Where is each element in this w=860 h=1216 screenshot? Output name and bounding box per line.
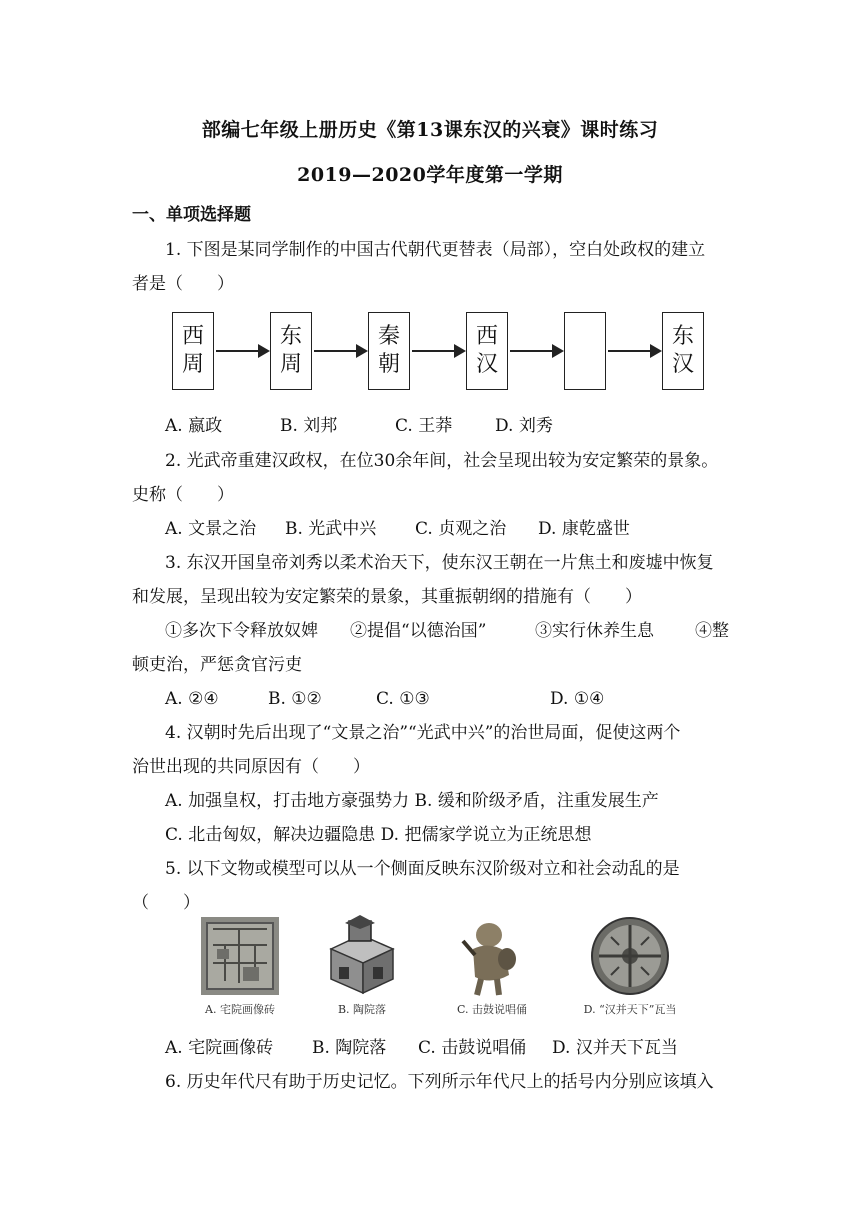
page-subtitle: 2019—2020学年度第一学期	[297, 164, 563, 186]
q2-option-c[interactable]: C. 贞观之治	[415, 519, 507, 539]
q5-stem-line2: （ ）	[132, 893, 200, 913]
q1-option-c[interactable]: C. 王莽	[395, 416, 453, 436]
figure-b-caption: B. 陶院落	[337, 1003, 387, 1016]
dynasty-box: 东 汉	[662, 312, 704, 390]
figure-a-caption: A. 宅院画像砖	[205, 1003, 275, 1016]
q2-option-a[interactable]: A. 文景之治	[165, 519, 257, 539]
dynasty-box: 西 周	[172, 312, 214, 390]
arrow-icon	[314, 350, 366, 352]
arrow-icon	[608, 350, 660, 352]
q3-item-3: ③实行休养生息	[535, 621, 654, 641]
q4-options-cd[interactable]: C. 北击匈奴，解决边疆隐患 D. 把儒家学说立为正统思想	[165, 825, 592, 845]
q5-option-a[interactable]: A. 宅院画像砖	[165, 1038, 274, 1058]
q2-option-d[interactable]: D. 康乾盛世	[538, 519, 630, 539]
figure-b	[287, 915, 437, 1025]
q1-option-d[interactable]: D. 刘秀	[495, 416, 553, 436]
q1-option-a[interactable]: A. 嬴政	[165, 416, 223, 436]
q3-option-d[interactable]: D. ①④	[550, 689, 605, 709]
q3-option-b[interactable]: B. ①②	[268, 689, 322, 709]
figure-d	[555, 915, 705, 1025]
q2-option-b[interactable]: B. 光武中兴	[285, 519, 377, 539]
q3-option-c[interactable]: C. ①③	[376, 689, 430, 709]
q1-stem-line2: 者是（ ）	[132, 274, 234, 294]
dynasty-diagram	[172, 312, 712, 392]
q3-item-2: ②提倡“以德治国”	[350, 621, 487, 641]
pottery-courtyard-image	[321, 915, 403, 997]
page-title: 部编七年级上册历史《第13课东汉的兴衰》课时练习	[201, 119, 659, 141]
relief-brick-image	[199, 915, 281, 997]
dynasty-box-blank	[564, 312, 606, 390]
dynasty-box: 西 汉	[466, 312, 508, 390]
figure-c	[417, 915, 567, 1025]
dynasty-box: 东 周	[270, 312, 312, 390]
q3-item-1: ①多次下令释放奴婢	[165, 621, 318, 641]
q1-stem-line1: 1. 下图是某同学制作的中国古代朝代更替表（局部），空白处政权的建立	[165, 240, 706, 260]
q3-stem-line4: 顿吏治，严惩贪官污吏	[132, 655, 302, 675]
q1-option-b[interactable]: B. 刘邦	[280, 416, 338, 436]
eave-tile-image	[589, 915, 671, 997]
q3-item-4: ④整	[695, 621, 729, 641]
q5-option-c[interactable]: C. 击鼓说唱俑	[418, 1038, 527, 1058]
q2-stem-line2: 史称（ ）	[132, 485, 234, 505]
q3-option-a[interactable]: A. ②④	[165, 689, 219, 709]
dynasty-box: 秦 朝	[368, 312, 410, 390]
q5-option-d[interactable]: D. 汉并天下瓦当	[552, 1038, 678, 1058]
q3-stem-line1: 3. 东汉开国皇帝刘秀以柔术治天下，使东汉王朝在一片焦土和废墟中恢复	[165, 553, 714, 573]
q4-stem-line2: 治世出现的共同原因有（ ）	[132, 757, 370, 777]
q5-stem-line1: 5. 以下文物或模型可以从一个侧面反映东汉阶级对立和社会动乱的是	[165, 859, 680, 879]
q3-stem-line2: 和发展，呈现出较为安定繁荣的景象，其重振朝纲的措施有（ ）	[132, 587, 642, 607]
figure-c-caption: C. 击鼓说唱俑	[456, 1003, 528, 1016]
figure-d-caption: D. “汉并天下”瓦当	[583, 1003, 677, 1016]
arrow-icon	[510, 350, 562, 352]
arrow-icon	[412, 350, 464, 352]
q5-option-b[interactable]: B. 陶院落	[312, 1038, 387, 1058]
q4-options-ab[interactable]: A. 加强皇权，打击地方豪强势力 B. 缓和阶级矛盾，注重发展生产	[165, 791, 659, 811]
artifact-figures	[165, 915, 745, 1025]
arrow-icon	[216, 350, 268, 352]
q6-stem-line1: 6. 历史年代尺有助于历史记忆。下列所示年代尺上的括号内分别应该填入	[165, 1072, 714, 1092]
drum-storyteller-figurine-image	[451, 915, 533, 997]
section-heading: 一、单项选择题	[132, 205, 251, 225]
q2-stem-line1: 2. 光武帝重建汉政权，在位30余年间，社会呈现出较为安定繁荣的景象。	[165, 451, 719, 471]
q4-stem-line1: 4. 汉朝时先后出现了“文景之治”“光武中兴”的治世局面，促使这两个	[165, 723, 681, 743]
